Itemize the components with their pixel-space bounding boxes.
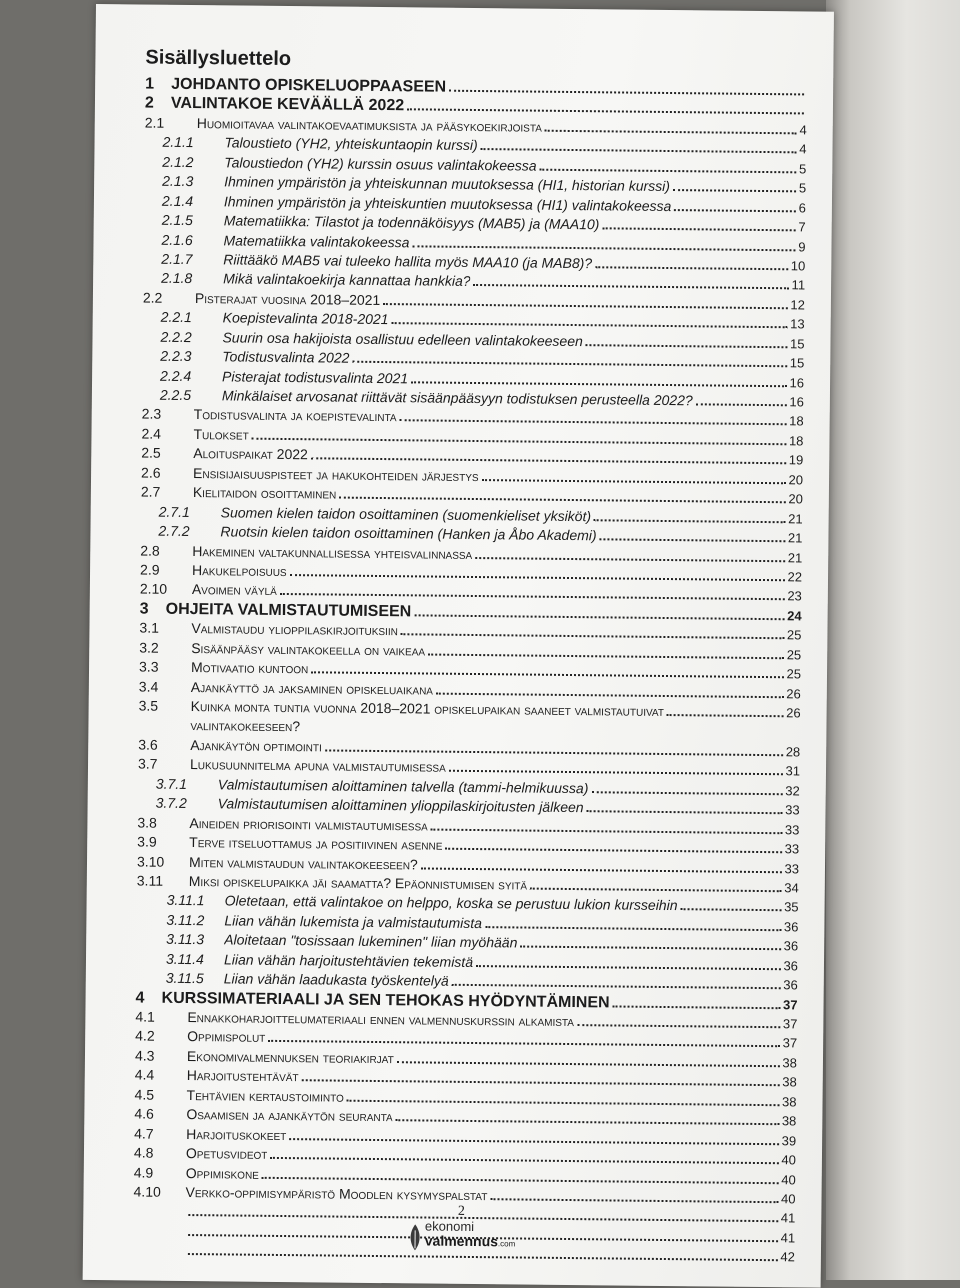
logo-text-valmennus: valmennus.com bbox=[424, 1232, 516, 1250]
toc-entry-page: 32 bbox=[785, 783, 800, 799]
dot-leader bbox=[262, 1176, 778, 1183]
dot-leader bbox=[396, 1119, 779, 1125]
toc-entry-title: Liian vähän lukemista ja valmistautumista bbox=[224, 912, 483, 931]
toc-entry-number: 4.10 bbox=[133, 1183, 161, 1200]
toc-entry-number: 2.2.2 bbox=[160, 328, 192, 345]
toc-entry-page: 26 bbox=[786, 685, 801, 701]
toc-entry-number: 2.1 bbox=[144, 114, 165, 131]
toc-entry-page: 40 bbox=[780, 1191, 796, 1207]
page-number: 2 bbox=[457, 1203, 465, 1219]
toc-entry-number: 4.6 bbox=[134, 1105, 154, 1122]
dot-leader bbox=[400, 420, 787, 426]
toc-entry-page: 25 bbox=[786, 666, 802, 682]
toc-entry-page: 20 bbox=[788, 472, 804, 488]
toc-entry-page: 40 bbox=[781, 1152, 797, 1168]
toc-entry-page: 36 bbox=[783, 977, 798, 993]
toc-entry-title: Ekonomivalmennuksen teoriakirjat bbox=[186, 1047, 394, 1067]
dot-leader bbox=[311, 671, 783, 678]
toc-entry-page: 6 bbox=[798, 199, 806, 216]
toc-entry-page: 31 bbox=[785, 763, 801, 779]
dot-leader bbox=[475, 557, 785, 562]
toc-entry-title: Tulokset bbox=[193, 425, 249, 443]
dot-leader bbox=[485, 926, 781, 931]
dot-leader bbox=[412, 245, 795, 251]
toc-entry-page: 26 bbox=[786, 705, 801, 721]
toc-entry-page: 13 bbox=[790, 316, 805, 332]
toc-entry-number: 2.3 bbox=[141, 405, 162, 423]
toc-entry-title: Valmistaudu ylioppilaskirjoituksiin bbox=[191, 620, 398, 639]
toc-entry-number bbox=[138, 730, 190, 731]
dot-leader bbox=[530, 888, 781, 893]
toc-entry-number: 2.1.5 bbox=[161, 211, 193, 229]
toc-entry-number: 2.1.6 bbox=[161, 231, 193, 248]
toc-entry-page: 33 bbox=[784, 860, 800, 876]
dot-leader bbox=[545, 130, 797, 135]
dot-leader bbox=[280, 593, 785, 600]
toc-entry-page: 36 bbox=[783, 919, 799, 935]
toc-entry-page: 28 bbox=[785, 744, 801, 760]
toc-entry-number: 2.1.3 bbox=[162, 172, 194, 190]
toc-entry-number: 3.7.2 bbox=[155, 794, 187, 812]
toc-entry-title: Todistusvalinta 2022 bbox=[222, 348, 350, 366]
toc-entry-page: 10 bbox=[790, 258, 806, 274]
toc-entry-title: OHJEITA VALMISTAUTUMISEEN bbox=[165, 600, 412, 621]
toc-entry-number: 3.11 bbox=[136, 872, 164, 889]
dot-leader bbox=[476, 965, 780, 970]
toc-entry-number: 4.7 bbox=[134, 1125, 154, 1142]
toc-entry-page: 38 bbox=[782, 1055, 798, 1071]
toc-entry-page: 18 bbox=[788, 433, 804, 449]
toc-entry-title: Suomen kielen taidon osoittaminen (suomenkieliset yksiköt) bbox=[220, 503, 592, 524]
dot-leader bbox=[600, 538, 785, 542]
toc-entry-page: 33 bbox=[785, 802, 800, 818]
toc-entry-title: Valmistautumisen aloittaminen ylioppilaskirjoitusten jälkeen bbox=[217, 795, 584, 816]
toc-entry-page: 24 bbox=[787, 608, 802, 624]
dot-leader bbox=[602, 227, 795, 231]
toc-entry-title: Miksi opiskelupaikka jäi saamatta? Epäonnistumisen syitä bbox=[188, 872, 528, 893]
toc-entry-number: 3.10 bbox=[136, 852, 165, 870]
toc-entry-number: 3.3 bbox=[138, 658, 159, 675]
toc-entry-number: 2.1.1 bbox=[162, 134, 194, 151]
toc-entry-number: 2.1.4 bbox=[161, 192, 194, 209]
toc-entry-page: 39 bbox=[781, 1132, 797, 1149]
toc-entry-number: 3.7 bbox=[137, 755, 158, 772]
toc-entry-page: 33 bbox=[784, 841, 800, 857]
toc-entry-number: 2.7 bbox=[140, 483, 161, 500]
dot-leader bbox=[290, 574, 785, 581]
dot-leader bbox=[482, 479, 786, 484]
toc-entry-number: 2.6 bbox=[141, 464, 161, 481]
dot-leader bbox=[436, 692, 783, 698]
dot-leader bbox=[520, 946, 780, 951]
toc-entry-number: 3.11.1 bbox=[166, 892, 205, 909]
dot-leader bbox=[188, 1253, 778, 1261]
toc-entry-page: 16 bbox=[789, 394, 804, 410]
toc-entry-number: 2.2 bbox=[142, 289, 163, 306]
dot-leader bbox=[586, 344, 787, 348]
dot-leader bbox=[428, 653, 784, 659]
toc-entry-page: 20 bbox=[788, 491, 803, 507]
toc-entry-number: 4.9 bbox=[133, 1163, 154, 1181]
toc-entry-title: Riittääkö MAB5 vai tuleeko hallita myös MAA10 (ja MAB8)? bbox=[223, 251, 593, 272]
toc-entry-title: Liian vähän harjoitustehtävien tekemistä bbox=[223, 951, 474, 970]
toc-entry-page: 36 bbox=[783, 957, 799, 974]
toc-entry-page: 38 bbox=[781, 1113, 797, 1129]
toc-entry-page: 33 bbox=[784, 821, 800, 838]
toc-entry-page: 4 bbox=[799, 141, 807, 157]
toc-entry-number: 4.4 bbox=[134, 1066, 155, 1083]
dot-leader bbox=[407, 109, 804, 115]
toc-entry-number: 4.3 bbox=[134, 1047, 155, 1064]
toc-entry-page: 21 bbox=[788, 510, 803, 527]
toc-entry-number: 3.9 bbox=[137, 833, 157, 850]
toc-title: Sisällysluettelo bbox=[145, 46, 292, 71]
toc-entry-number: 3.5 bbox=[138, 697, 159, 714]
toc-entry-page: 37 bbox=[782, 1016, 798, 1032]
toc-entry-title: Ruotsin kielen taidon osoittaminen (Hanken ja Åbo Akademi) bbox=[220, 523, 597, 544]
toc-entry-page: 12 bbox=[790, 297, 805, 313]
toc-entry-number: 2.2.3 bbox=[160, 347, 192, 365]
toc-entry-number: 3.4 bbox=[138, 678, 159, 695]
toc-entry-title: Opetusvideot bbox=[185, 1145, 268, 1162]
toc-entry-title: KURSSIMATERIAALI JA SEN TEHOKAS HYÖDYNTÄMINEN bbox=[161, 989, 610, 1011]
dot-leader bbox=[696, 403, 787, 406]
dot-leader bbox=[421, 867, 782, 873]
toc-entry-page: 18 bbox=[789, 413, 804, 429]
toc-entry-title: Miten valmistaudun valintakokeeseen? bbox=[188, 853, 418, 872]
toc-entry-number: 3.6 bbox=[138, 736, 158, 753]
toc-entry-number bbox=[133, 1235, 185, 1236]
toc-entry-title: Ihminen ympäristön ja yhteiskunnan muutoksessa (HI1, historian kurssi) bbox=[224, 173, 671, 195]
dot-leader bbox=[587, 810, 783, 814]
toc-entry-number: 2.2.1 bbox=[160, 308, 192, 326]
toc-entry-title: Aloituspaikat 2022 bbox=[193, 445, 308, 463]
toc-entry-page: 25 bbox=[786, 646, 802, 663]
toc-entry-number: 2 bbox=[144, 94, 154, 113]
toc-entry-title: Oppimiskone bbox=[185, 1164, 259, 1182]
toc-entry-number: 3.2 bbox=[139, 639, 159, 656]
toc-entry-number: 4.1 bbox=[135, 1008, 155, 1025]
toc-entry-number: 2.10 bbox=[139, 580, 168, 598]
toc-entry-title: Minkälaiset arvosanat riittävät sisäänpääsyyn todistuksen perusteella 2022? bbox=[221, 387, 693, 409]
document-page bbox=[83, 4, 834, 1288]
dot-leader bbox=[311, 458, 786, 465]
background-next-page bbox=[826, 0, 960, 1280]
toc-entry-page: 11 bbox=[791, 277, 806, 293]
toc-entry-page: 38 bbox=[782, 1074, 797, 1090]
dot-leader bbox=[490, 1198, 778, 1203]
dot-leader bbox=[591, 791, 782, 795]
dot-leader bbox=[577, 1024, 780, 1028]
toc-entry-title: Liian vähän laadukasta työskentelyä bbox=[223, 970, 449, 989]
toc-entry-number: 3.1 bbox=[139, 619, 160, 636]
toc-entry-title: Suurin osa hakijoista osallistuu edelleen valintakokeeseen bbox=[222, 329, 583, 349]
toc-entry-page: 36 bbox=[783, 938, 799, 954]
dot-leader bbox=[414, 614, 784, 620]
toc-entry-title: Motivaatio kuntoon bbox=[190, 659, 309, 677]
toc-entry-number: 3.11.3 bbox=[166, 931, 205, 948]
toc-entry-title: Harjoitustehtävät bbox=[186, 1067, 299, 1085]
toc-entry-number: 3.11.4 bbox=[165, 950, 204, 967]
dot-leader bbox=[449, 770, 783, 775]
toc-entry-title: Verkko-oppimisympäristö Moodlen kysymyspalstat bbox=[185, 1183, 488, 1204]
toc-entry-title: Valmistautumisen aloittaminen talvella (tammi-helmikuussa) bbox=[217, 776, 589, 796]
dot-leader bbox=[401, 633, 784, 639]
dot-leader bbox=[352, 361, 786, 368]
toc-entry-title: Osaamisen ja ajankäytön seuranta bbox=[186, 1106, 393, 1125]
toc-entry-title: Sisäänpääsy valintakokeella on vaikeaa bbox=[191, 639, 426, 659]
toc-entry-title: Pisterajat todistusvalinta 2021 bbox=[222, 367, 409, 386]
toc-entry-page: 41 bbox=[780, 1230, 796, 1246]
toc-entry-title: Ihminen ympäristön ja yhteiskuntien muutoksessa (HI1) valintakokeessa bbox=[223, 192, 672, 214]
toc-entry-title: Avoimen väylä bbox=[191, 581, 277, 599]
toc-entry-page: 4 bbox=[799, 122, 807, 138]
leaf-icon bbox=[407, 1224, 423, 1250]
dot-leader bbox=[431, 828, 782, 834]
toc-entry-page: 21 bbox=[787, 549, 803, 565]
toc-entry-page: 40 bbox=[781, 1171, 796, 1187]
toc-entry-title: Tehtävien kertaustoiminto bbox=[186, 1086, 344, 1105]
toc-entry-title: Koepistevalinta 2018-2021 bbox=[222, 309, 389, 328]
toc-entry-title: Hakeminen valtakunnallisessa yhteisvalinnassa bbox=[192, 542, 473, 562]
toc-entry-number: 4.2 bbox=[135, 1027, 155, 1045]
toc-entry-title: Todistusvalinta ja koepistevalinta bbox=[193, 406, 397, 425]
toc-entry-number: 2.1.2 bbox=[162, 153, 194, 170]
ekonomivalmennus-logo bbox=[401, 1219, 521, 1251]
toc-entry-page: 23 bbox=[787, 588, 802, 604]
dot-leader bbox=[673, 189, 796, 192]
toc-entry-number: 2.2.5 bbox=[159, 386, 192, 404]
toc-entry-number: 2.1.8 bbox=[161, 270, 193, 287]
toc-entry-number: 2.1.7 bbox=[161, 250, 193, 267]
dot-leader bbox=[347, 1099, 779, 1106]
page-footer bbox=[401, 1203, 521, 1251]
toc-entry-page: 9 bbox=[798, 238, 806, 254]
toc-entry-title: Ennakkoharjoittelumateriaali ennen valmennuskurssin alkamista bbox=[187, 1009, 575, 1030]
dot-leader bbox=[302, 1080, 780, 1087]
toc-entry-title: Oletetaan, että valintakoe on helppo, koska se perustuu lukion kursseihin bbox=[224, 892, 678, 914]
toc-entry-number: 1 bbox=[145, 75, 155, 93]
toc-entry-title: Kuinka monta tuntia vuonna 2018–2021 opiskelupaikan saaneet valmistautuivat bbox=[190, 698, 665, 719]
dot-leader bbox=[252, 438, 786, 446]
toc-entry-title: Aloitetaan "tosissaan lukeminen" liian myöhään bbox=[224, 931, 518, 951]
dot-leader bbox=[289, 1138, 778, 1145]
toc-entry-number: 2.2.4 bbox=[160, 367, 192, 384]
toc-entry-title: Oppimispolut bbox=[187, 1028, 266, 1046]
toc-entry-number: 2.7.1 bbox=[158, 503, 190, 520]
toc-entry-page: 21 bbox=[787, 530, 803, 546]
dot-leader bbox=[339, 497, 785, 504]
dot-leader bbox=[680, 909, 781, 912]
dot-leader bbox=[613, 1005, 781, 1009]
logo-text-ekonomi: ekonomi bbox=[424, 1218, 475, 1235]
toc-entry-title: Ajankäytön optimointi bbox=[190, 736, 322, 755]
toc-entry-number: 3.8 bbox=[137, 814, 157, 831]
toc-entry-number: 3.11.5 bbox=[165, 969, 204, 987]
toc-entry-number: 2.9 bbox=[139, 561, 160, 578]
dot-leader bbox=[397, 1061, 780, 1067]
toc-entry-page: 7 bbox=[798, 219, 806, 235]
toc-entry-page: 5 bbox=[798, 180, 807, 196]
dot-leader bbox=[445, 848, 781, 854]
toc-entry-title: Terve itseluottamus ja positiivinen asenne bbox=[189, 834, 443, 853]
dot-leader bbox=[667, 714, 783, 717]
toc-entry-title: Harjoituskokeet bbox=[186, 1125, 287, 1143]
toc-entry-page: 38 bbox=[781, 1093, 797, 1110]
dot-leader bbox=[452, 984, 781, 989]
dot-leader bbox=[594, 519, 785, 523]
toc-entry-title: Mikä valintakoekirja kannattaa hankkia? bbox=[223, 270, 471, 290]
toc-entry-page: 25 bbox=[786, 627, 802, 643]
dot-leader bbox=[595, 266, 788, 270]
dot-leader bbox=[325, 749, 783, 756]
toc-entry-page: 34 bbox=[784, 880, 799, 896]
toc-entry-number: 4.8 bbox=[133, 1144, 154, 1161]
dot-leader bbox=[270, 1157, 778, 1164]
dot-leader bbox=[481, 148, 797, 153]
toc-entry-page: 41 bbox=[780, 1210, 796, 1226]
toc-entry-page: 5 bbox=[799, 161, 807, 177]
toc-entry-title: Hakukelpoisuus bbox=[191, 561, 287, 579]
toc-entry-title: Taloustieto (YH2, yhteiskuntaopin kurssi) bbox=[224, 134, 478, 154]
toc-entry-page: 37 bbox=[783, 996, 798, 1012]
toc-entry-number: 3 bbox=[139, 600, 149, 618]
toc-entry-number: 2.5 bbox=[141, 444, 161, 462]
toc-entry-number: 4 bbox=[135, 989, 145, 1007]
toc-entry-number: 4.5 bbox=[134, 1086, 155, 1103]
toc-entry-title: Aineiden priorisointi valmistautumisessa bbox=[189, 814, 428, 834]
toc-entry-title: Lukusuunnitelma apuna valmistautumisessa bbox=[189, 756, 446, 776]
dot-leader bbox=[391, 322, 787, 328]
dot-leader bbox=[540, 168, 796, 173]
toc-entry-page: 16 bbox=[789, 374, 805, 390]
toc-entry-page: 19 bbox=[788, 452, 804, 468]
dot-leader bbox=[474, 284, 789, 289]
toc-entry-title: JOHDANTO OPISKELUOPPAASEEN bbox=[171, 75, 447, 96]
toc-entry-number: 2.7.2 bbox=[158, 522, 190, 540]
toc-entry-title: Taloustiedon (YH2) kurssin osuus valintakokeessa bbox=[224, 154, 537, 174]
dot-leader bbox=[411, 381, 787, 387]
dot-leader bbox=[268, 1040, 779, 1047]
dot-leader bbox=[449, 90, 804, 96]
toc-entry-number: 2.4 bbox=[141, 425, 162, 442]
toc-entry-title: VALINTAKOE KEVÄÄLLÄ 2022 bbox=[170, 95, 405, 115]
toc-entry-title: Matematiikka valintakokeessa bbox=[223, 231, 410, 250]
toc-entry-number bbox=[133, 1255, 185, 1256]
toc-entry-number: 2.8 bbox=[140, 541, 160, 559]
toc-entry-page: 15 bbox=[789, 335, 805, 352]
table-of-contents bbox=[133, 75, 807, 1268]
dot-leader bbox=[383, 303, 787, 309]
toc-entry-page: 42 bbox=[780, 1249, 795, 1265]
toc-entry-title: Matematiikka: Tilastot ja todennäköisyys (MAB5) ja (MAA10) bbox=[223, 212, 600, 233]
toc-entry-number: 3.7.1 bbox=[155, 775, 188, 792]
toc-entry-number: 3.11.2 bbox=[166, 911, 205, 928]
toc-entry-title: valintakokeeseen? bbox=[190, 717, 301, 735]
toc-entry-page: 22 bbox=[787, 569, 803, 585]
toc-entry-page: 15 bbox=[789, 355, 805, 371]
toc-entry-page: 37 bbox=[782, 1035, 798, 1051]
toc-entry-title: Ajankäyttö ja jaksaminen opiskeluaikana bbox=[190, 678, 434, 698]
toc-entry-title: Kielitaidon osoittaminen bbox=[192, 484, 337, 502]
toc-entry-title: Ensisijaisuuspisteet ja hakukohteiden järjestys bbox=[193, 464, 479, 484]
toc-entry-number bbox=[133, 1216, 185, 1217]
toc-entry-page: 35 bbox=[784, 899, 799, 915]
toc-entry-title: Pisterajat vuosina 2018–2021 bbox=[194, 289, 381, 308]
dot-leader bbox=[674, 209, 795, 212]
toc-entry-title: Huomioitavaa valintakoevaatimuksista ja pääsykoekirjoista bbox=[196, 114, 543, 135]
